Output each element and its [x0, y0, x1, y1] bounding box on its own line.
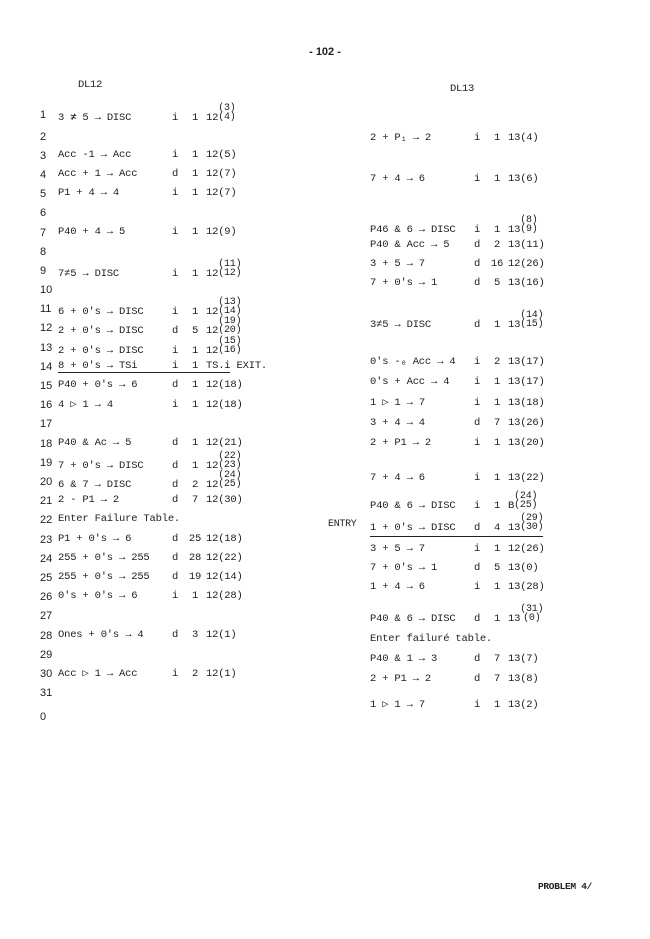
mode-flag: i: [171, 226, 179, 238]
count-value: 1: [184, 360, 206, 373]
alt-target: (30): [520, 522, 544, 533]
count-value: 1: [191, 379, 199, 391]
target-address: 12(26): [508, 258, 545, 270]
count-value: 2: [191, 668, 199, 680]
operation-text: P46 & 6 → DISC: [370, 223, 456, 236]
operation-text: Enter Failure Table.: [58, 513, 181, 525]
alt-target: (31): [520, 604, 544, 615]
alt-target: (0): [523, 613, 541, 624]
table-row: [370, 215, 538, 238]
table-row: [58, 149, 237, 161]
alt-target: (8): [520, 215, 538, 226]
alternate-targets: [520, 311, 543, 329]
target-address: 12(18): [206, 399, 243, 411]
target-address: 13(20): [508, 437, 545, 449]
count-value: 1: [191, 111, 199, 124]
operation-text: 7 + 0's → 1: [370, 277, 438, 289]
operation-text: Acc ▷ 1 → Acc: [58, 668, 138, 680]
count-value: 1: [191, 305, 199, 318]
mode-flag: d: [171, 459, 179, 472]
count-value: 1: [493, 173, 501, 185]
count-value: 1: [493, 499, 501, 512]
mode-flag: i: [473, 499, 481, 512]
count-value: 2: [493, 356, 501, 368]
table-row: [58, 470, 242, 493]
operation-text: 255 + 0's → 255: [58, 552, 150, 564]
page-number: - 102 -: [309, 46, 341, 58]
table-row: [58, 168, 237, 180]
alt-target: (19): [218, 316, 242, 327]
mode-flag: i: [171, 590, 179, 602]
mode-flag: d: [473, 673, 481, 685]
mode-flag: i: [171, 267, 179, 280]
line-number: 30: [40, 668, 53, 680]
mode-flag: i: [171, 668, 179, 680]
count-value: 1: [191, 459, 199, 472]
line-number: 1: [40, 109, 47, 121]
table-row: [58, 494, 243, 506]
target-address: 12(14): [206, 571, 243, 583]
target-address: 13(28): [508, 581, 545, 593]
target-address: 12(18): [206, 533, 243, 545]
target-address: 13(17): [508, 356, 545, 368]
alt-target: (24): [218, 470, 242, 481]
line-number: 24: [40, 553, 53, 565]
count-value: 1: [493, 581, 501, 593]
table-row: [370, 513, 544, 537]
target-address: 13(18): [508, 397, 545, 409]
operation-text: P40 & Ac → 5: [58, 437, 132, 449]
mode-flag: i: [473, 699, 481, 711]
mode-flag: i: [473, 437, 481, 449]
alt-target: (9): [520, 224, 538, 235]
count-value: 1: [493, 376, 501, 388]
table-row: [58, 187, 237, 199]
operation-text: 7 + 0's → 1: [370, 562, 438, 574]
operation-text: Acc -1 → Acc: [58, 149, 132, 161]
left-column-title: DL12: [78, 79, 103, 91]
operation-text: Ones + 0's → 4: [58, 629, 144, 641]
table-row: [58, 336, 242, 359]
alt-target: (24): [514, 491, 538, 502]
line-number: 17: [40, 418, 53, 430]
target-address: 13(7): [508, 653, 539, 665]
mode-flag: d: [473, 258, 481, 270]
count-value: 1: [493, 132, 501, 144]
footer-problem-label: PROBLEM 4/: [538, 881, 593, 892]
table-row: [370, 132, 539, 144]
alt-target: (25): [514, 500, 538, 511]
table-row: [58, 226, 237, 238]
operation-text: Acc + 1 → Acc: [58, 168, 138, 180]
target-address: 13(11): [508, 239, 545, 251]
mode-flag: i: [171, 305, 179, 318]
mode-flag: i: [473, 376, 481, 388]
target-address: 12(1): [206, 629, 237, 641]
exit-note: EXIT.: [236, 360, 268, 372]
count-value: 7: [191, 494, 199, 506]
operation-text: 3 + 5 → 7: [370, 543, 425, 555]
line-number: 4: [40, 169, 47, 181]
target-address: 12: [206, 324, 219, 337]
count-value: 16: [490, 258, 504, 270]
table-row: [370, 673, 539, 685]
alt-target: (22): [218, 451, 242, 462]
count-value: 1: [493, 397, 501, 409]
alternate-targets: [218, 337, 241, 355]
operation-text: P40 & Acc → 5: [370, 239, 450, 251]
operation-text: P40 & 1 → 3: [370, 653, 438, 665]
target-address: 13(0): [508, 562, 539, 574]
table-row: [370, 633, 492, 645]
mode-flag: d: [473, 562, 481, 574]
entry-label: ENTRY: [328, 519, 357, 530]
mode-flag: d: [473, 653, 481, 665]
alt-target: (11): [218, 259, 242, 270]
target-address: 12: [206, 305, 219, 318]
count-value: 5: [191, 324, 199, 337]
mode-flag: i: [166, 360, 184, 373]
mode-flag: d: [171, 478, 179, 491]
target-address: 12(30): [206, 494, 243, 506]
count-value: 1: [493, 612, 501, 625]
alternate-targets: [218, 104, 235, 122]
operation-text: 8 + 0's → TSi: [58, 360, 166, 373]
target-address: 12: [206, 459, 219, 472]
operation-text: 2 + P₁ → 2: [370, 132, 432, 144]
line-number: 21: [40, 495, 53, 507]
line-number: 8: [40, 246, 47, 258]
count-value: 5: [493, 277, 501, 289]
table-row: [58, 103, 236, 126]
count-value: 1: [493, 472, 501, 484]
table-row: [370, 310, 544, 333]
line-number: 6: [40, 207, 47, 219]
count-value: 1: [493, 699, 501, 711]
count-value: 3: [191, 629, 199, 641]
alt-target: (23): [218, 460, 242, 471]
mode-flag: i: [473, 223, 481, 236]
mode-flag: d: [473, 417, 481, 429]
alternate-targets: [218, 298, 241, 316]
target-address: 12: [206, 111, 219, 124]
target-address: 12(28): [206, 590, 243, 602]
line-number: 20: [40, 476, 53, 488]
target-address: 13(16): [508, 277, 545, 289]
table-row: [58, 437, 243, 449]
mode-flag: d: [473, 521, 481, 534]
alt-target: (25): [218, 479, 242, 490]
table-row: [370, 604, 544, 627]
operation-text: 4 ▷ 1 → 4: [58, 399, 113, 411]
alt-target: (14): [218, 306, 242, 317]
operation-text: 3 + 4 → 4: [370, 417, 425, 429]
count-value: 1: [493, 223, 501, 236]
mode-flag: d: [171, 437, 179, 449]
table-row: [370, 239, 545, 251]
line-number: 25: [40, 572, 53, 584]
table-row: [58, 451, 242, 474]
operation-text: 2 - P1 → 2: [58, 494, 120, 506]
target-address: 13: [508, 318, 521, 331]
table-row: [58, 379, 243, 391]
table-row: [370, 543, 545, 555]
target-address: 12(22): [206, 552, 243, 564]
table-row: [370, 562, 539, 574]
count-value: 5: [493, 562, 501, 574]
target-address: B: [508, 499, 515, 512]
target-address: 13(26): [508, 417, 545, 429]
alt-target: (14): [520, 310, 544, 321]
operation-text: 1 + 0's → DISC: [370, 521, 456, 534]
mode-flag: i: [171, 111, 179, 124]
right-column-title: DL13: [450, 83, 475, 95]
table-row: [58, 629, 237, 641]
table-row: [370, 581, 545, 593]
line-number: 7: [40, 227, 47, 239]
line-number: 31: [40, 687, 53, 699]
operation-text: 7 + 4 → 6: [370, 173, 425, 185]
operation-text: 7≠5 → DISC: [58, 267, 120, 280]
table-row: [58, 297, 242, 320]
line-number: 12: [40, 322, 53, 334]
target-address: 12(9): [206, 226, 237, 238]
mode-flag: i: [473, 173, 481, 185]
mode-flag: d: [171, 552, 179, 564]
count-value: 2: [493, 239, 501, 251]
table-row: [58, 316, 242, 339]
mode-flag: d: [473, 239, 481, 251]
operation-text: 3 + 5 → 7: [370, 258, 425, 270]
table-row: [370, 356, 545, 368]
target-address: 12(1): [206, 668, 237, 680]
mode-flag: i: [171, 187, 179, 199]
target-address: 13(8): [508, 673, 539, 685]
count-value: 25: [188, 533, 202, 545]
target-address: 12: [206, 267, 219, 280]
line-number: 22: [40, 514, 53, 526]
line-number: 13: [40, 342, 53, 354]
operation-text: 7 + 0's → DISC: [58, 459, 144, 472]
count-value: 7: [493, 417, 501, 429]
alternate-targets: [218, 452, 241, 470]
mode-flag: d: [171, 494, 179, 506]
target-address: 12(18): [206, 379, 243, 391]
alt-target: (29): [520, 513, 544, 524]
count-value: 1: [191, 344, 199, 357]
mode-flag: d: [171, 571, 179, 583]
alt-target: (4): [218, 112, 236, 123]
table-row: [370, 396, 545, 409]
alternate-targets: [520, 605, 543, 623]
alternate-targets: [520, 216, 537, 234]
operation-text: 3 ≭ 5 → DISC: [58, 111, 132, 124]
line-number: 28: [40, 630, 53, 642]
count-value: 19: [188, 571, 202, 583]
count-value: 7: [493, 673, 501, 685]
target-address: 13(2): [508, 699, 539, 711]
table-row: [370, 472, 545, 484]
table-row: [370, 277, 545, 289]
count-value: 1: [191, 590, 199, 602]
operation-text: 0's + 0's → 6: [58, 590, 138, 602]
mode-flag: i: [473, 397, 481, 409]
line-number: 15: [40, 380, 53, 392]
operation-text: P40 & 6 → DISC: [370, 612, 456, 625]
alternate-targets: [218, 471, 241, 489]
alt-target: (13): [218, 297, 242, 308]
mode-flag: i: [473, 356, 481, 368]
target-address: 12(26): [508, 543, 545, 555]
operation-text: 0's -₀ Acc → 4: [370, 356, 456, 368]
count-value: 1: [191, 437, 199, 449]
table-row: [58, 667, 237, 680]
line-number: 18: [40, 438, 53, 450]
target-address: 13(4): [508, 132, 539, 144]
count-value: 1: [191, 149, 199, 161]
operation-text: 0's + Acc → 4: [370, 376, 450, 388]
line-number: 3: [40, 150, 47, 162]
alternate-targets: [218, 317, 241, 335]
target-address: 13: [508, 521, 521, 534]
target-address: 12: [206, 478, 219, 491]
operation-text: 1 + 4 → 6: [370, 581, 425, 593]
count-value: 1: [191, 267, 199, 280]
mode-flag: i: [171, 149, 179, 161]
alt-target: (15): [520, 319, 544, 330]
target-address: 12(5): [206, 149, 237, 161]
mode-flag: i: [473, 581, 481, 593]
alt-target: (20): [218, 325, 242, 336]
table-row: [58, 259, 242, 282]
target-address: TS.i: [206, 360, 231, 372]
operation-text: 6 + 0's → DISC: [58, 305, 144, 318]
table-row: [370, 258, 545, 270]
line-number: 9: [40, 265, 47, 277]
alternate-targets: [514, 492, 537, 510]
table-row: [370, 491, 538, 514]
alt-target: (15): [218, 336, 242, 347]
operation-text: Enter failuré table.: [370, 633, 493, 645]
line-number: 16: [40, 399, 53, 411]
mode-flag: i: [171, 399, 179, 411]
mode-flag: i: [171, 344, 179, 357]
count-value: 1: [191, 187, 199, 199]
alternate-targets: [218, 260, 241, 278]
mode-flag: i: [473, 132, 481, 144]
operation-text: P1 + 4 → 4: [58, 187, 120, 199]
mode-flag: d: [473, 612, 481, 625]
target-address: 13: [508, 612, 521, 625]
alt-target: (12): [218, 268, 242, 279]
target-address: 13(22): [508, 472, 545, 484]
operation-text: P1 + 0's → 6: [58, 533, 132, 545]
mode-flag: i: [473, 543, 481, 555]
operation-text: P40 & 6 → DISC: [370, 499, 456, 512]
count-value: 4: [493, 521, 501, 534]
alt-target: (16): [218, 345, 242, 356]
mode-flag: d: [171, 324, 179, 337]
count-value: 28: [188, 552, 202, 564]
operation-text: 2 + 0's → DISC: [58, 324, 144, 337]
table-row: [58, 398, 243, 411]
line-number: 23: [40, 534, 53, 546]
target-address: 13: [508, 223, 521, 236]
line-number: 26: [40, 591, 53, 603]
table-row: [58, 533, 243, 545]
alternate-targets: [520, 514, 543, 532]
operation-text: 7 + 4 → 6: [370, 472, 425, 484]
target-address: 13(17): [508, 376, 545, 388]
operation-text: 2 + P1 → 2: [370, 673, 432, 685]
operation-text: 2 + P1 → 2: [370, 437, 432, 449]
line-number: 10: [40, 284, 53, 296]
count-value: 1: [493, 437, 501, 449]
operation-text: 1 ▷ 1 → 7: [370, 397, 425, 409]
target-address: 12(21): [206, 437, 243, 449]
alt-target: (3): [218, 103, 236, 114]
table-row: [58, 590, 243, 602]
operation-text: P40 + 0's → 6: [58, 379, 138, 391]
operation-text: 1 ▷ 1 → 7: [370, 699, 425, 711]
table-row: [58, 552, 243, 564]
table-row: [370, 376, 545, 388]
operation-text: P40 + 4 → 5: [58, 226, 126, 238]
table-row: [370, 698, 539, 711]
mode-flag: d: [171, 379, 179, 391]
mode-flag: d: [473, 277, 481, 289]
table-row: [58, 571, 243, 583]
count-value: 1: [191, 226, 199, 238]
mode-flag: d: [171, 629, 179, 641]
mode-flag: d: [171, 168, 179, 180]
count-value: 1: [493, 318, 501, 331]
operation-text: 2 + 0's → DISC: [58, 344, 144, 357]
line-number: 11: [40, 303, 52, 315]
line-number: 19: [40, 457, 53, 469]
line-number: 29: [40, 649, 53, 661]
table-row: [370, 653, 539, 665]
line-number: 14: [40, 361, 53, 373]
line-number: 0: [40, 711, 47, 723]
target-address: 13(6): [508, 173, 539, 185]
operation-text: 255 + 0's → 255: [58, 571, 150, 583]
target-address: 12: [206, 344, 219, 357]
mode-flag: d: [171, 533, 179, 545]
count-value: 2: [191, 478, 199, 491]
target-address: 12(7): [206, 168, 237, 180]
target-address: 12(7): [206, 187, 237, 199]
line-number: 2: [40, 131, 47, 143]
operation-text: 6 & 7 → DISC: [58, 478, 132, 491]
mode-flag: d: [473, 318, 481, 331]
count-value: 1: [191, 399, 199, 411]
count-value: 1: [191, 168, 199, 180]
table-row: [370, 437, 545, 449]
table-row: [370, 173, 539, 185]
table-row: [58, 360, 267, 373]
line-number: 5: [40, 188, 47, 200]
mode-flag: i: [473, 472, 481, 484]
line-number: 27: [40, 610, 53, 622]
table-row: [58, 513, 180, 525]
count-value: 7: [493, 653, 501, 665]
count-value: 1: [493, 543, 501, 555]
operation-text: 3≠5 → DISC: [370, 318, 432, 331]
table-row: [370, 417, 545, 429]
